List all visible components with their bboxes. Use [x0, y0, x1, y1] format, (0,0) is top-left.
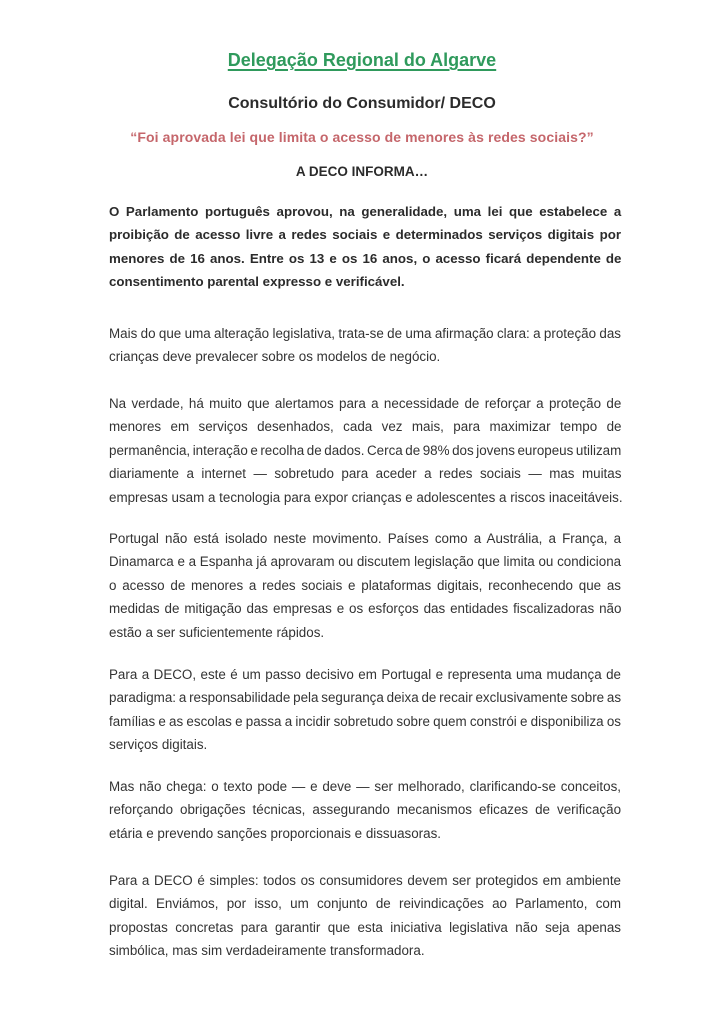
paragraph-line: menores em serviços desenhados, cada vez mais, para maximizar tempo de — [109, 419, 622, 435]
paragraph-7 — [109, 869, 621, 963]
paragraph-line: etária e prevendo sanções proporcionais e dissuasoras. — [109, 825, 441, 841]
paragraph-line: famílias e as escolas e passa a incidir sobretudo sobre quem constrói e disponibiliza os — [109, 713, 621, 729]
question-heading: “Foi aprovada lei que limita o acesso de menores às redes sociais?” — [130, 129, 594, 145]
section-heading: A DECO INFORMA… — [295, 164, 429, 179]
paragraph-line: serviços digitais. — [109, 737, 208, 753]
paragraph-6 — [109, 775, 621, 845]
paragraph-line: proibição de acesso livre a redes sociais e determinados serviços digitais por — [109, 227, 621, 243]
paragraph-line: O Parlamento português aprovou, na generalidade, uma lei que estabelece a — [109, 204, 622, 219]
paragraph-line: crianças deve prevalecer sobre os modelos de negócio. — [109, 349, 441, 365]
paragraph-5 — [109, 663, 621, 757]
paragraph-line: empresas usam a tecnologia para expor crianças e adolescentes a riscos inaceitáveis. — [109, 489, 623, 505]
paragraph-line: Na verdade, há muito que alertamos para a necessidade de reforçar a proteção de — [109, 396, 622, 411]
paragraph-line: Mais do que uma alteração legislativa, trata-se de uma afirmação clara: a proteção das — [109, 326, 621, 341]
paragraph-line: reforçando obrigações técnicas, assegurando mecanismos eficazes de verificação — [109, 802, 622, 818]
paragraph-line: simbólica, mas sim verdadeiramente transformadora. — [109, 943, 425, 959]
paragraph-line: estão a ser suficientemente rápidos. — [109, 624, 325, 640]
paragraph-line: diariamente a internet — sobretudo para aceder a redes sociais — mas muitas — [109, 466, 622, 482]
paragraph-3 — [109, 392, 621, 509]
paragraph-line: Dinamarca e a Espanha já aprovaram ou discutem legislação que limita ou condiciona — [109, 554, 622, 570]
paragraph-intro — [109, 200, 621, 294]
paragraph-line: Para a DECO, este é um passo decisivo em Portugal e representa uma mudança de — [109, 667, 621, 682]
page-subtitle: Consultório do Consumidor/ DECO — [228, 95, 496, 112]
paragraph-4 — [109, 527, 621, 644]
paragraph-line: menores de 16 anos. Entre os 13 e os 16 anos, o acesso ficará dependente de — [109, 250, 622, 266]
paragraph-line: paradigma: a responsabilidade pela segurança deixa de recair exclusivamente sobre as — [109, 690, 622, 706]
paragraph-line: Mas não chega: o texto pode — e deve — ser melhorado, clarificando-se conceitos, — [109, 779, 621, 794]
paragraph-line: Para a DECO é simples: todos os consumidores devem ser protegidos em ambiente — [109, 873, 621, 888]
paragraph-2 — [109, 322, 621, 369]
page-title: Delegação Regional do Algarve — [227, 50, 497, 70]
paragraph-line: consentimento parental expresso e verificável. — [109, 274, 405, 290]
paragraph-line: o acesso de menores a redes sociais e plataformas digitais, reconhecendo que as — [109, 577, 621, 593]
paragraph-line: medidas de mitigação das empresas e os esforços das entidades fiscalizadoras não — [109, 601, 622, 617]
paragraph-line: permanência, interação e recolha de dados. Cerca de 98% dos jovens europeus utilizam — [109, 442, 622, 458]
paragraph-line: digital. Enviámos, por isso, um conjunto de reivindicações ao Parlamento, com — [109, 896, 621, 912]
paragraph-line: Portugal não está isolado neste movimento. Países como a Austrália, a França, a — [109, 531, 622, 546]
paragraph-line: propostas concretas para garantir que esta iniciativa legislativa não seja apenas — [109, 919, 621, 935]
